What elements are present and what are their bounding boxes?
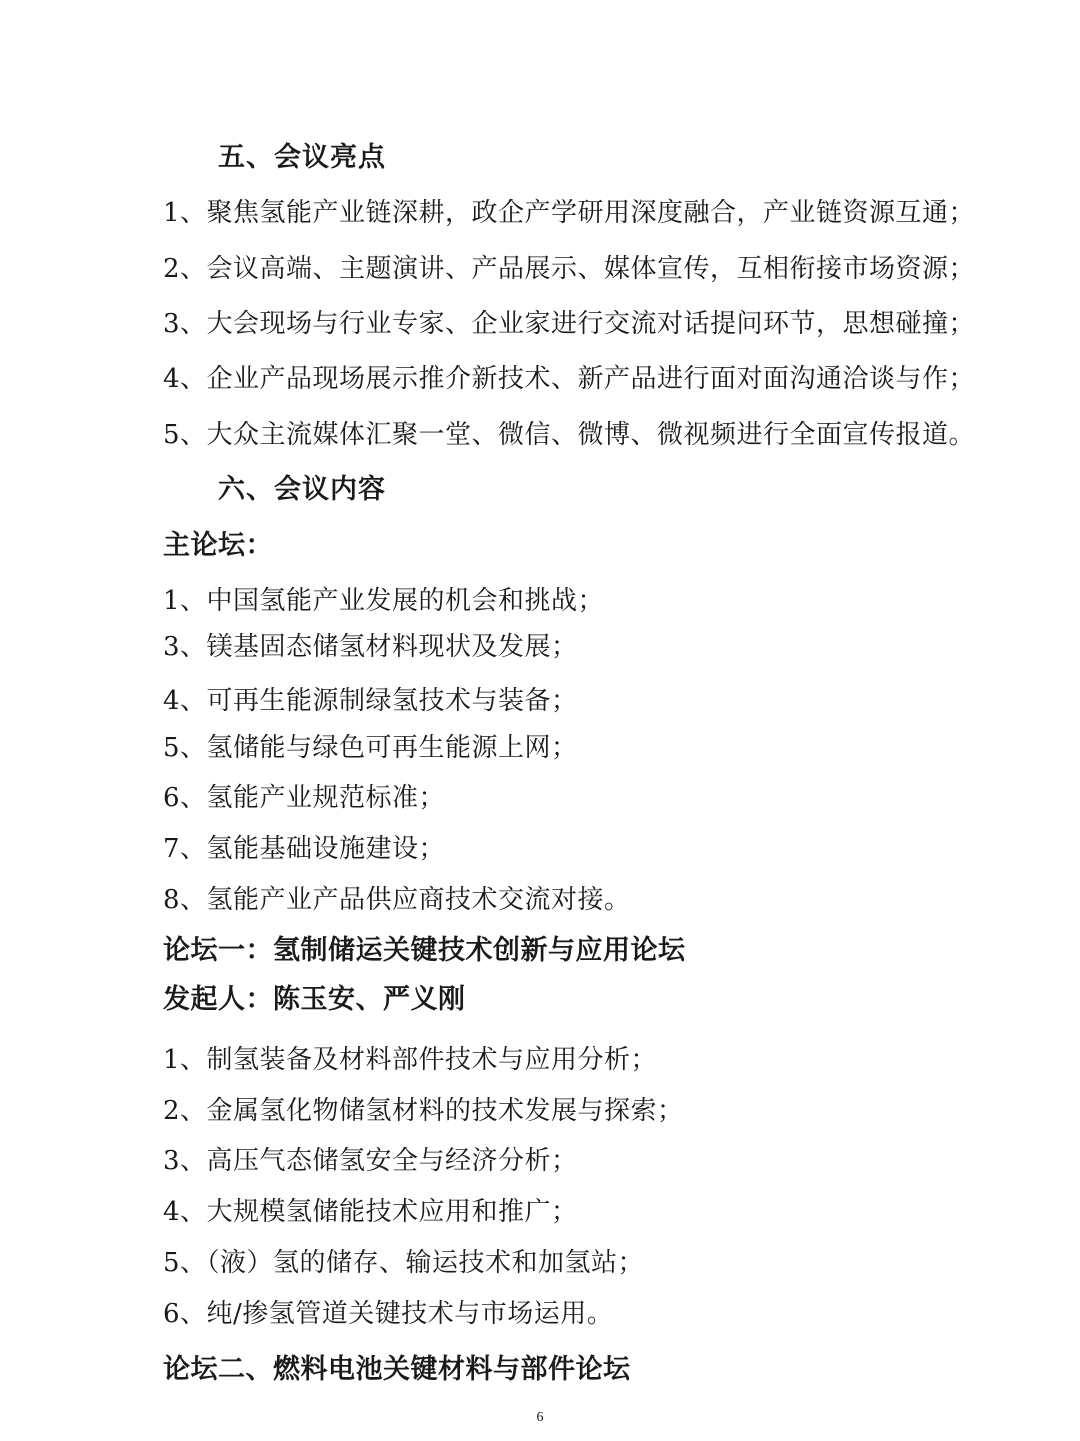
forum1-item: 2、金属氢化物储氢材料的技术发展与探索； (163, 1096, 684, 1126)
main-forum-item: 7、氢能基础设施建设； (163, 834, 446, 864)
forum1-initiators: 发起人：陈玉安、严义刚 (163, 984, 466, 1015)
forum1-item: 5、（液）氢的储存、输运技术和加氢站； (163, 1248, 645, 1278)
highlight-item: 5、大众主流媒体汇聚一堂、微信、微博、微视频进行全面宣传报道。 (163, 420, 976, 450)
highlight-item: 3、大会现场与行业专家、企业家进行交流对话提问环节，思想碰撞； (163, 309, 976, 339)
main-forum-title: 主论坛： (163, 530, 273, 561)
main-forum-item: 3、镁基固态储氢材料现状及发展； (163, 632, 578, 662)
main-forum-item: 5、氢储能与绿色可再生能源上网； (163, 733, 578, 763)
page-number: 6 (536, 1410, 544, 1425)
main-forum-item: 8、氢能产业产品供应商技术交流对接。 (163, 885, 631, 915)
highlight-item: 4、企业产品现场展示推介新技术、新产品进行面对面沟通洽谈与作； (163, 364, 976, 394)
forum1-title: 论坛一：氢制储运关键技术创新与应用论坛 (163, 935, 686, 966)
forum1-item: 3、高压气态储氢安全与经济分析； (163, 1146, 578, 1176)
forum1-item: 1、制氢装备及材料部件技术与应用分析； (163, 1045, 658, 1075)
section-heading-content: 六、会议内容 (218, 474, 386, 505)
highlight-item: 2、会议高端、主题演讲、产品展示、媒体宣传，互相衔接市场资源； (163, 254, 976, 284)
main-forum-item: 1、中国氢能产业发展的机会和挑战； (163, 586, 605, 616)
forum1-item: 4、大规模氢储能技术应用和推广； (163, 1197, 578, 1227)
highlight-item: 1、聚焦氢能产业链深耕，政企产学研用深度融合，产业链资源互通； (163, 198, 976, 228)
main-forum-item: 6、氢能产业规范标准； (163, 783, 446, 813)
forum2-title: 论坛二、燃料电池关键材料与部件论坛 (163, 1354, 631, 1385)
main-forum-item: 4、可再生能源制绿氢技术与装备； (163, 686, 578, 716)
forum1-item: 6、纯/掺氢管道关键技术与市场运用。 (163, 1299, 614, 1329)
section-heading-highlights: 五、会议亮点 (218, 142, 386, 173)
